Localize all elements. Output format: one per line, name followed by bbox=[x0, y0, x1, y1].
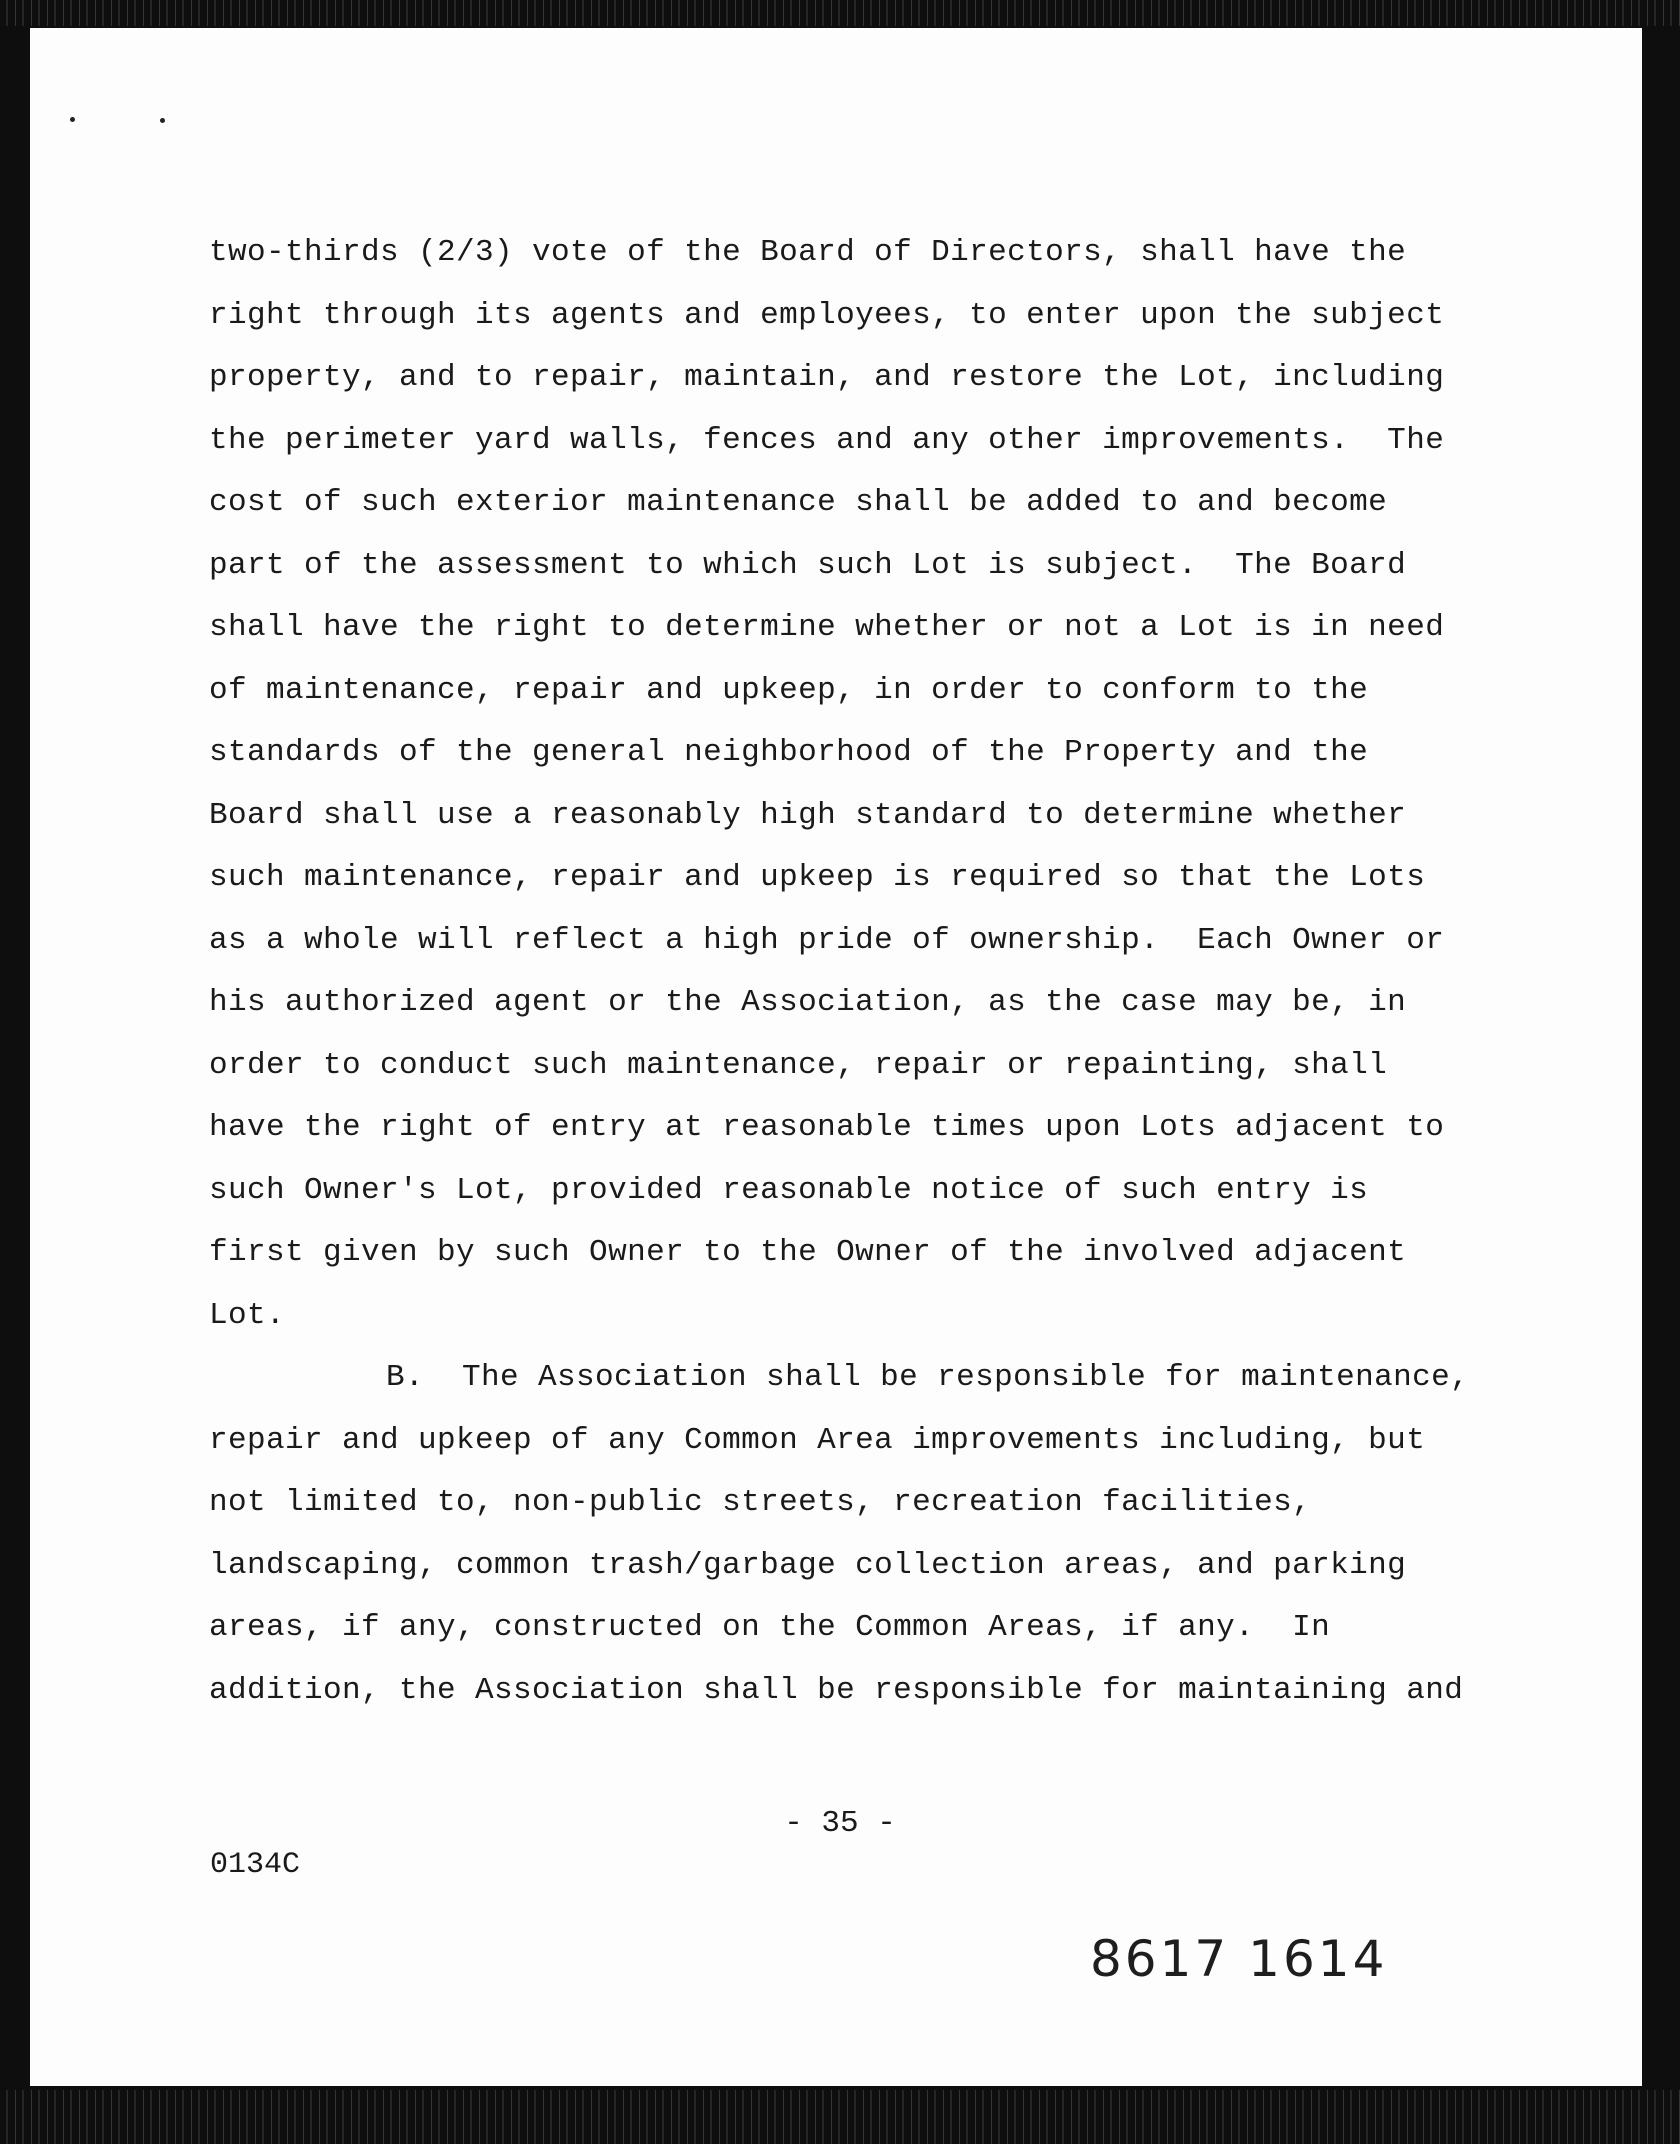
text-line: cost of such exterior maintenance shall be added to and become bbox=[209, 485, 1388, 520]
text-line: areas, if any, constructed on the Common Areas, if any. In bbox=[209, 1610, 1331, 1645]
text-line: as a whole will reflect a high pride of ownership. Each Owner or bbox=[209, 922, 1445, 958]
text-line: such maintenance, repair and upkeep is required so that the Lots bbox=[209, 860, 1426, 895]
text-line: first given by such Owner to the Owner of the involved adjacent bbox=[209, 1235, 1407, 1270]
text-line: two-thirds (2/3) vote of the Board of Directors, shall have the bbox=[209, 235, 1407, 270]
text-line: not limited to, non-public streets, recreation facilities, bbox=[209, 1485, 1312, 1520]
text-line: addition, the Association shall be responsible for maintaining and bbox=[209, 1672, 1464, 1708]
text-line: order to conduct such maintenance, repair or repainting, shall bbox=[209, 1047, 1388, 1083]
text-line: Board shall use a reasonably high standard to determine whether bbox=[209, 797, 1407, 833]
text-line: Lot. bbox=[209, 1297, 286, 1333]
recording-stamp-number: 8617 1614 bbox=[1090, 1930, 1388, 1988]
scan-edge-bottom bbox=[0, 2090, 1680, 2144]
page-number: - 35 - bbox=[784, 1806, 896, 1841]
document-code: 0134C bbox=[210, 1848, 301, 1882]
scan-speck bbox=[160, 118, 165, 123]
text-line: his authorized agent or the Association, as the case may be, in bbox=[209, 985, 1407, 1020]
document-body bbox=[209, 222, 1509, 1722]
scan-edge-top bbox=[0, 0, 1680, 26]
scan-speck bbox=[70, 117, 75, 122]
text-line: have the right of entry at reasonable times upon Lots adjacent to bbox=[209, 1110, 1445, 1145]
text-line: repair and upkeep of any Common Area improvements including, but bbox=[209, 1422, 1426, 1458]
text-line: landscaping, common trash/garbage collection areas, and parking bbox=[209, 1547, 1407, 1583]
paragraph-b-first-line: B. The Association shall be responsible for maintenance, bbox=[386, 1360, 1470, 1395]
text-line: the perimeter yard walls, fences and any other improvements. The bbox=[209, 422, 1445, 458]
text-line: of maintenance, repair and upkeep, in order to conform to the bbox=[209, 672, 1369, 708]
text-line: standards of the general neighborhood of the Property and the bbox=[209, 735, 1369, 770]
text-line: such Owner's Lot, provided reasonable notice of such entry is bbox=[209, 1172, 1369, 1208]
text-line: right through its agents and employees, to enter upon the subject bbox=[209, 297, 1445, 333]
text-line: property, and to repair, maintain, and restore the Lot, including bbox=[209, 360, 1445, 395]
text-line: part of the assessment to which such Lot is subject. The Board bbox=[209, 547, 1407, 583]
text-line: shall have the right to determine whether or not a Lot is in need bbox=[209, 610, 1445, 645]
